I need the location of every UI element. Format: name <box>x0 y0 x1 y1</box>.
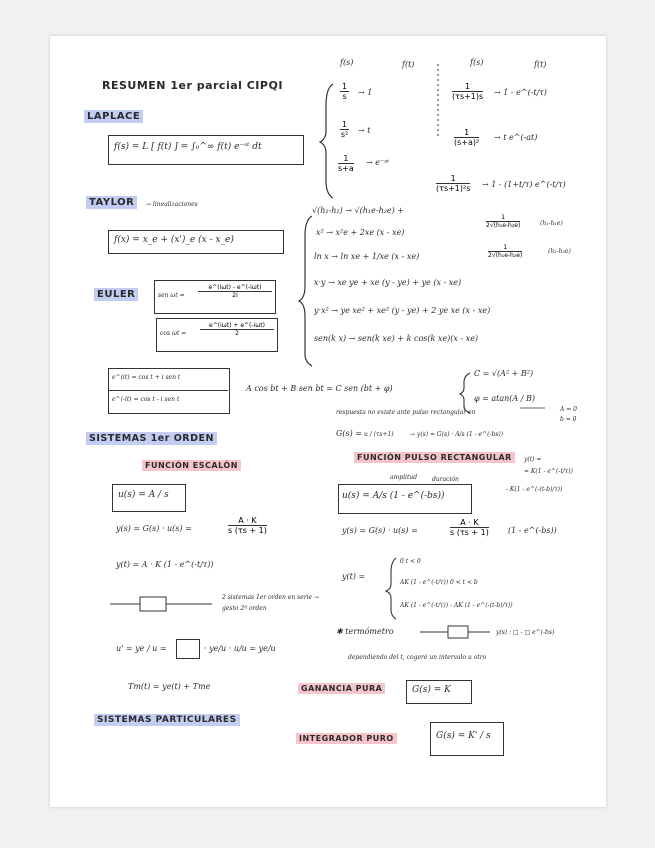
laplace-pair-3-result: → e⁻ᵃᵗ <box>366 158 390 167</box>
pulse-ys: y(s) = G(s) · u(s) = <box>342 526 418 535</box>
euler-sen-lhs: sen ωt = <box>158 292 185 299</box>
pulse-note-condition-2: b = 0 <box>560 416 577 423</box>
amplitude-c: C = √(A² + B²) <box>474 369 534 378</box>
pulse-ys-fraction: $\frac{A \cdot K}{s (\tau s + 1)}$ <box>450 518 489 537</box>
laplace-pair-6-fraction: $\frac{1}{\text{(τs+1)²s}}$ <box>436 174 471 193</box>
pulse-transfer-eq: u / (τs+1) <box>364 431 394 438</box>
pulse-duration-label: duración <box>432 476 459 483</box>
laplace-header-fs-1: f(s) <box>340 58 354 67</box>
section-step-function: FUNCIÓN ESCALÓN <box>142 460 241 471</box>
section-rect-pulse: FUNCIÓN PULSO RECTANGULAR <box>354 452 515 463</box>
page-title: RESUMEN 1er parcial CIPQI <box>102 79 283 92</box>
pulse-case-2: AK (1 - e^(-t/τ)) 0 < t < b <box>400 579 478 586</box>
pulse-case-3: AK (1 - e^(-t/τ)) - AK (1 - e^(-(t-b)/τ)) <box>400 602 513 609</box>
taylor-rule-sqrt-fraction: $\frac{1}{\text{2√(h₁e-h₂e)}}$ <box>486 214 521 229</box>
euler-exp-positive: e^(it) = cos t + i sen t <box>112 374 181 381</box>
pulse-transfer-arrow: → y(s) = G(s) · A/s (1 - e^(-bs)) <box>410 431 504 438</box>
pure-integrator-eq: G(s) = K' / s <box>436 731 491 741</box>
taylor-rule-yx2: y·x² → ye xe² + xe² (y - ye) + 2 ye xe (x - xe) <box>314 306 491 315</box>
euler-cos-fraction: e^(iωt) + e^(-iωt) 2 <box>200 322 274 337</box>
section-taylor: TAYLOR <box>86 196 137 209</box>
laplace-pair-2-result: → t <box>358 126 371 135</box>
notes-page <box>50 36 606 807</box>
laplace-pair-5-fraction: $\frac{1}{\text{(s+a)²}}$ <box>454 128 480 147</box>
pure-gain-eq: G(s) = K <box>412 685 451 695</box>
euler-combination: A cos bt + B sen bt = C sen (bt + φ) <box>246 384 393 393</box>
pulse-side-step: = K(1 - e^(-t/τ)) <box>524 468 573 475</box>
euler-sen-fraction: e^(iωt) - e^(-iωt) 2i <box>198 284 272 299</box>
pulse-case-1: 0 t < 0 <box>400 558 421 565</box>
laplace-pair-2-fraction: $\frac{1}{\text{s²}}$ <box>340 120 349 139</box>
pulse-input: u(s) = A/s (1 - e^(-bs)) <box>342 491 445 501</box>
pulse-transfer-lhs: G(s) = <box>336 429 362 438</box>
thermometer-eq: y(s) : □ - □ e^(-bs) <box>496 629 555 636</box>
taylor-rule-sqrt-tail-2: (h₂-h₂e) <box>548 248 571 255</box>
taylor-rule-sen: sen(k x) → sen(k xe) + k cos(k xe)(x - xe) <box>314 334 479 343</box>
pulse-side-y: y(t) = <box>524 456 542 463</box>
laplace-definition: f(s) = L [ f(t) ] = ∫₀^∞ f(t) e⁻ˢᵗ dt <box>114 142 262 152</box>
euler-cos-lhs: cos ωt = <box>160 330 187 337</box>
pulse-amplitude-label: amplitud <box>390 474 418 481</box>
taylor-rule-ln: ln x → ln xe + 1/xe (x - xe) <box>314 252 420 261</box>
laplace-pair-5-result: → t e^(-at) <box>494 133 538 142</box>
taylor-rule-product: x·y → xe ye + xe (y - ye) + ye (x - xe) <box>314 278 462 287</box>
taylor-formula: f(x) = x_e + (x')_e (x - x_e) <box>114 235 234 245</box>
section-first-order: SISTEMAS 1er ORDEN <box>86 432 217 445</box>
section-euler: EULER <box>94 288 138 301</box>
laplace-pair-4-fraction: $\frac{1}{(\tau s+1)s}$ <box>452 82 484 101</box>
section-pure-integrator: INTEGRADOR PURO <box>296 733 397 744</box>
step-input: u(s) = A / s <box>118 490 169 500</box>
laplace-pair-1-fraction: $\frac{1}{s}$ <box>342 82 348 101</box>
thermometer-note: dependiendo del t, cogeré un intervalo u otro <box>348 654 487 661</box>
section-pure-gain: GANANCIA PURA <box>298 683 385 694</box>
deviation-placeholder-box <box>176 639 200 659</box>
taylor-note: → linealizaciones <box>146 201 198 208</box>
taylor-rule-sqrt-tail: (h₁-h₁e) <box>540 220 563 227</box>
taylor-rule-sqrt: √(h₁-h₂) → √(h₁e-h₂e) + <box>312 206 405 215</box>
section-laplace: LAPLACE <box>84 110 143 123</box>
laplace-pair-4-result: → 1 - e^(-t/τ) <box>494 88 547 97</box>
euler-exp-negative: e^(-it) = cos t - i sen t <box>112 396 180 403</box>
laplace-header-ft-1: f(t) <box>402 60 415 69</box>
step-yt: y(t) = A · K (1 - e^(-t/τ)) <box>116 560 214 569</box>
laplace-pair-3-fraction: $\frac{1}{s+a}$ <box>338 154 354 173</box>
series-note: 2 sistemas 1er orden en serie → gesto 2º orden <box>222 594 320 612</box>
deviation-rest: · ye/u · u/u = ye/u <box>204 644 276 653</box>
deviation-variable: u' = ye / u = <box>116 644 167 653</box>
pulse-yt-lhs: y(t) = <box>342 572 366 581</box>
pulse-side-delayed: - K(1 - e^(-(t-b)/τ)) <box>506 486 563 493</box>
section-particular-systems: SISTEMAS PARTICULARES <box>94 714 240 726</box>
laplace-header-ft-2: f(t) <box>534 60 547 69</box>
pulse-note: respuesta no existe ante pulso rectangular en <box>336 409 476 416</box>
step-ys-fraction: $\frac{A \cdot K}{s (\tau s + 1)}$ <box>228 516 267 535</box>
phase-phi: φ = atan(A / B) <box>474 394 535 403</box>
pulse-note-condition-1: A = 0 <box>560 406 577 413</box>
laplace-pair-1-result: → 1 <box>358 88 373 97</box>
taylor-rule-square: x² → x²e + 2xe (x - xe) <box>316 228 405 237</box>
laplace-header-fs-2: f(s) <box>470 58 484 67</box>
laplace-pair-6-result: → 1 - (1+t/τ) e^(-t/τ) <box>482 180 566 189</box>
pulse-ys-tail: (1 - e^(-bs)) <box>508 526 557 535</box>
taylor-rule-sqrt-fraction-2: $\frac{1}{\text{2√(h₁e-h₂e)}}$ <box>488 244 523 259</box>
measured-temperature: Tm(t) = ye(t) + Tme <box>128 682 211 691</box>
step-ys: y(s) = G(s) · u(s) = <box>116 524 192 533</box>
thermometer-label: ✱ termómetro <box>336 627 394 636</box>
